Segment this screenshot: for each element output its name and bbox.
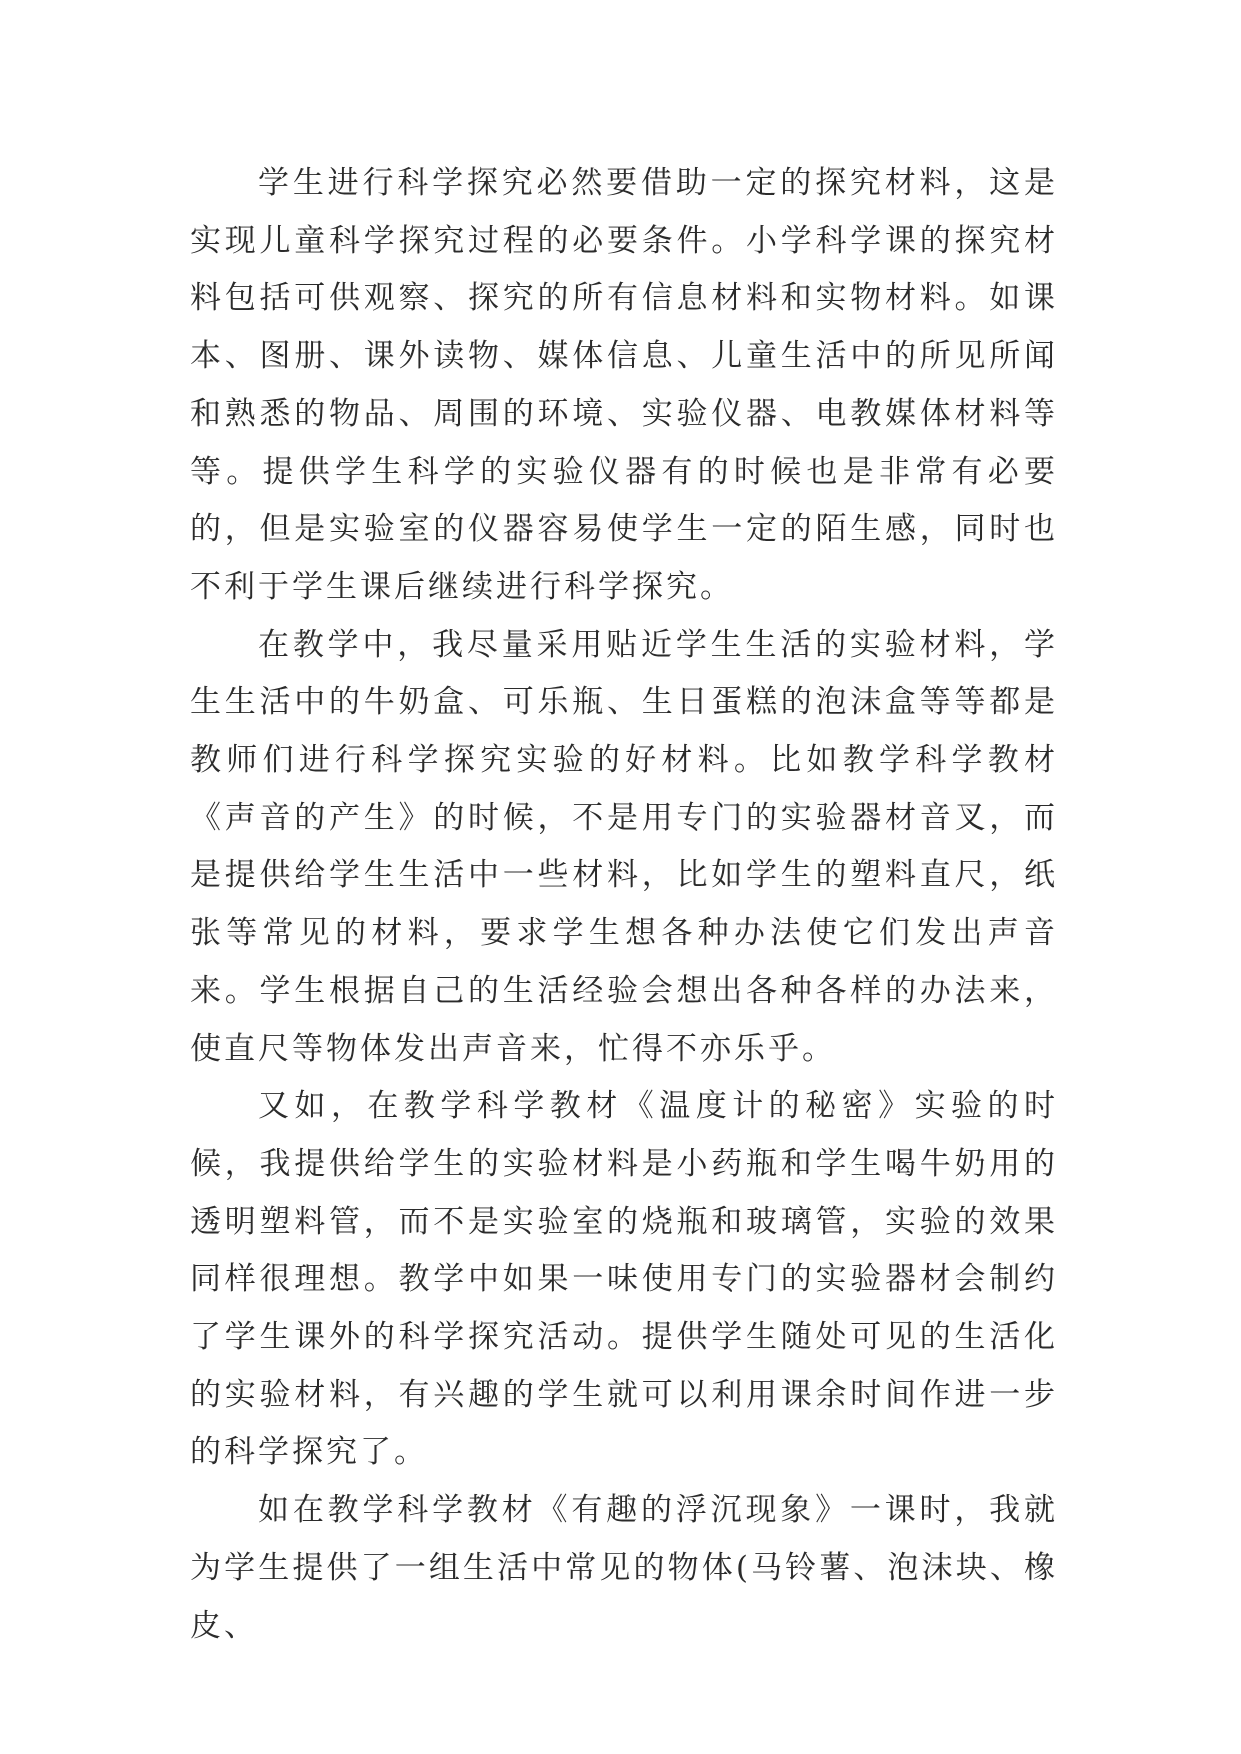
paragraph-3: 又如，在教学科学教材《温度计的秘密》实验的时候，我提供给学生的实验材料是小药瓶和学生喝牛奶用的透明塑料管，而不是实验室的烧瓶和玻璃管，实验的效果同样很理想。教学中如果一味使用专门的实验器材会制约了学生课外的科学探究活动。提供学生随处可见的生活化的实验材料，有兴趣的学生就可以利用课余时间作进一步的科学探究了。 — [190, 1088, 1058, 1471]
paragraph-1: 学生进行科学探究必然要借助一定的探究材料，这是实现儿童科学探究过程的必要条件。小学科学课的探究材料包括可供观察、探究的所有信息材料和实物材料。如课本、图册、课外读物、媒体信息、儿童生活中的所见所闻和熟悉的物品、周围的环境、实验仪器、电教媒体材料等等。提供学生科学的实验仪器有的时候也是非常有必要的，但是实验室的仪器容易使学生一定的陌生感，同时也不利于学生课后继续进行科学探究。 — [190, 165, 1058, 605]
body-text — [190, 155, 1058, 1655]
paragraph-4: 如在教学科学教材《有趣的浮沉现象》一课时，我就为学生提供了一组生活中常见的物体(马铃薯、泡沫块、橡皮、 — [190, 1492, 1058, 1644]
paragraph-2: 在教学中，我尽量采用贴近学生生活的实验材料，学生生活中的牛奶盒、可乐瓶、生日蛋糕的泡沫盒等等都是教师们进行科学探究实验的好材料。比如教学科学教材《声音的产生》的时候，不是用专门的实验器材音叉，而是提供给学生生活中一些材料，比如学生的塑料直尺，纸张等常见的材料，要求学生想各种办法使它们发出声音来。学生根据自己的生活经验会想出各种各样的办法来，使直尺等物体发出声音来，忙得不亦乐乎。 — [190, 626, 1058, 1067]
